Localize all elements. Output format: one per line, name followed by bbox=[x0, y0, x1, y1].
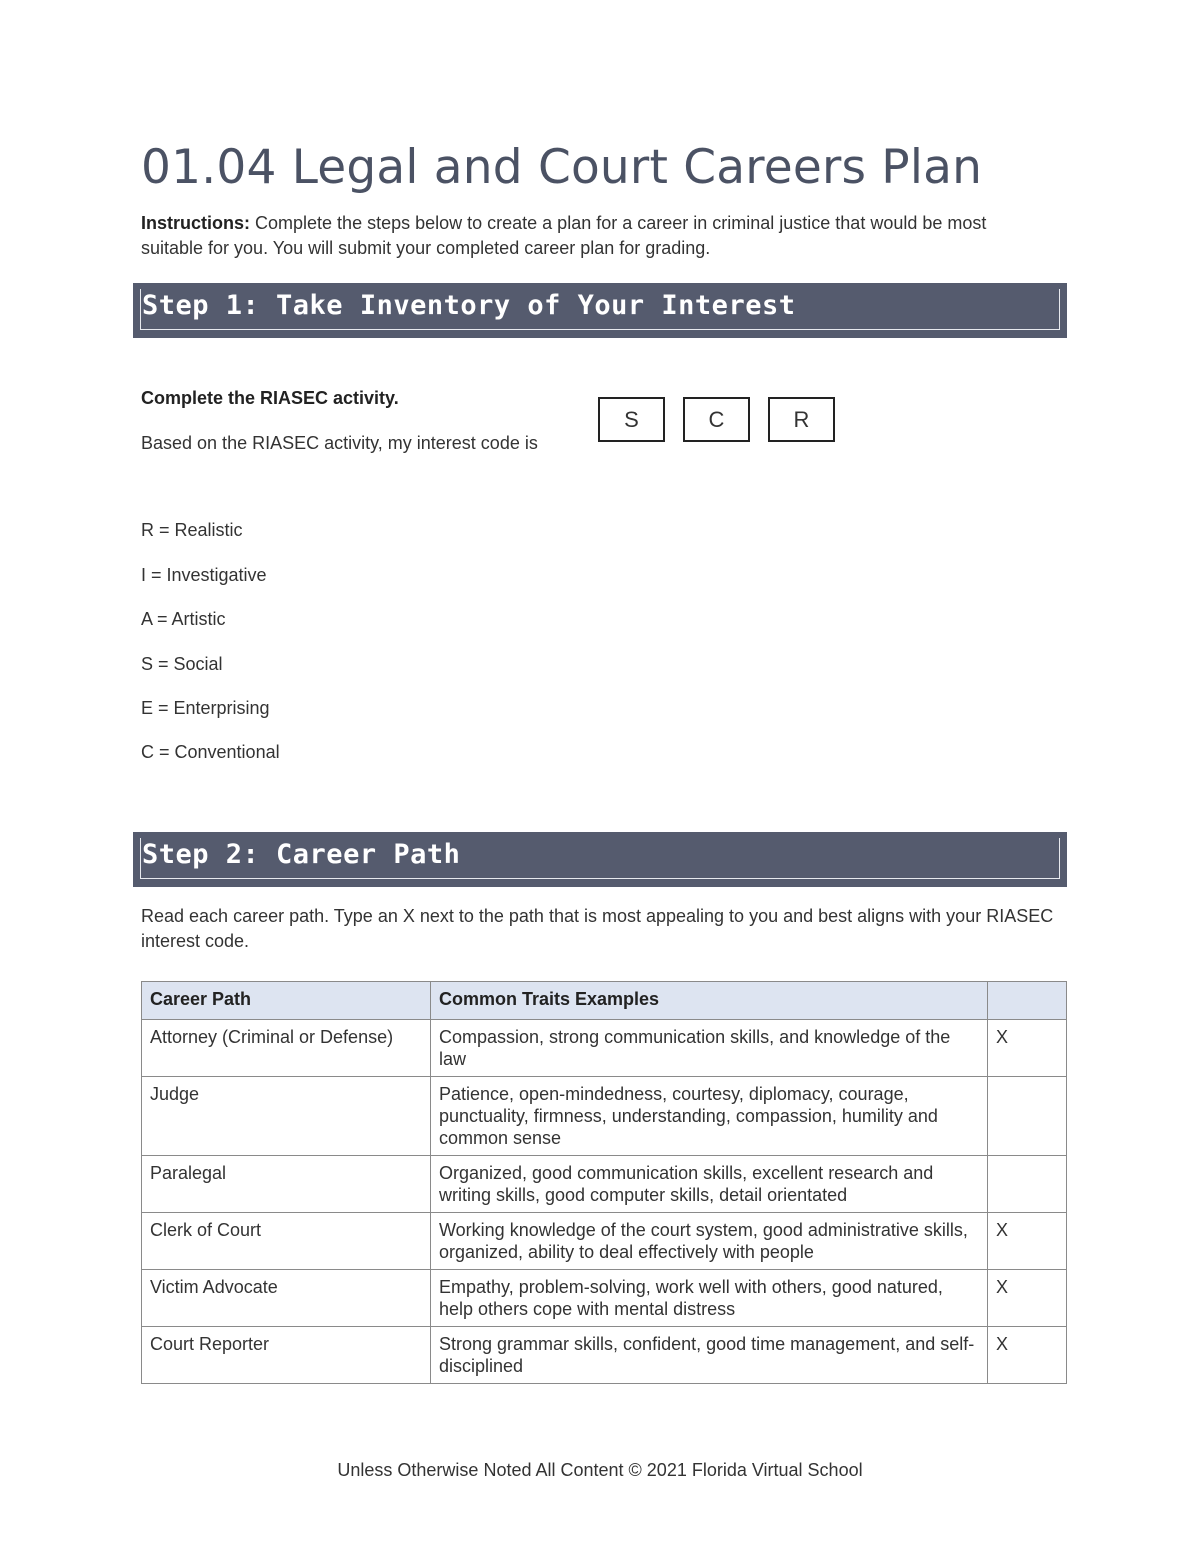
table-row bbox=[142, 1213, 1067, 1270]
career-path-table bbox=[141, 981, 1067, 1384]
career-path-cell: Victim Advocate bbox=[142, 1270, 431, 1327]
table-row bbox=[142, 1156, 1067, 1213]
table-row bbox=[142, 1270, 1067, 1327]
copyright-footer: Unless Otherwise Noted All Content © 2021 Florida Virtual School bbox=[337, 1460, 863, 1480]
interest-code-box-1[interactable]: S bbox=[598, 397, 665, 442]
interest-code-prompt: Based on the RIASEC activity, my interest code is bbox=[141, 433, 538, 453]
legend-artistic: A = Artistic bbox=[141, 609, 226, 629]
selection-cell[interactable]: X bbox=[988, 1020, 1067, 1077]
selection-cell[interactable]: X bbox=[988, 1270, 1067, 1327]
interest-code-box-3[interactable]: R bbox=[768, 397, 835, 442]
career-path-cell: Clerk of Court bbox=[142, 1213, 431, 1270]
legend-investigative: I = Investigative bbox=[141, 565, 267, 585]
header-career-path: Career Path bbox=[142, 982, 431, 1020]
riasec-activity-label: Complete the RIASEC activity. bbox=[141, 388, 399, 408]
table-row bbox=[142, 1020, 1067, 1077]
step2-heading: Step 2: Career Path bbox=[142, 839, 461, 870]
career-path-intro: Read each career path. Type an X next to the path that is most appealing to you and best aligns with your RIASEC interest code. bbox=[141, 906, 1054, 951]
traits-cell: Patience, open-mindedness, courtesy, diplomacy, courage, punctuality, firmness, understanding, compassion, humility and common sense bbox=[431, 1077, 988, 1156]
selection-cell[interactable] bbox=[988, 1077, 1067, 1156]
selection-cell[interactable]: X bbox=[988, 1213, 1067, 1270]
career-path-cell: Court Reporter bbox=[142, 1327, 431, 1384]
legend-social: S = Social bbox=[141, 654, 223, 674]
traits-cell: Organized, good communication skills, excellent research and writing skills, good computer skills, detail orientated bbox=[431, 1156, 988, 1213]
header-common-traits: Common Traits Examples bbox=[431, 982, 988, 1020]
instructions-label: Instructions: bbox=[141, 213, 251, 233]
legend-realistic: R = Realistic bbox=[141, 520, 243, 540]
table-row bbox=[142, 1327, 1067, 1384]
legend-enterprising: E = Enterprising bbox=[141, 698, 270, 718]
career-path-cell: Paralegal bbox=[142, 1156, 431, 1213]
header-selection bbox=[988, 982, 1067, 1020]
instructions-text: Complete the steps below to create a plan for a career in criminal justice that would be most suitable for you. You will submit your completed career plan for grading. bbox=[141, 213, 987, 258]
selection-cell[interactable]: X bbox=[988, 1327, 1067, 1384]
career-path-cell: Judge bbox=[142, 1077, 431, 1156]
traits-cell: Strong grammar skills, confident, good time management, and self-disciplined bbox=[431, 1327, 988, 1384]
legend-conventional: C = Conventional bbox=[141, 742, 280, 762]
table-row bbox=[142, 1077, 1067, 1156]
selection-cell[interactable] bbox=[988, 1156, 1067, 1213]
traits-cell: Compassion, strong communication skills, and knowledge of the law bbox=[431, 1020, 988, 1077]
step2-heading-bar bbox=[133, 832, 1067, 887]
interest-code-box-2[interactable]: C bbox=[683, 397, 750, 442]
traits-cell: Working knowledge of the court system, good administrative skills, organized, ability to deal effectively with people bbox=[431, 1213, 988, 1270]
career-path-cell: Attorney (Criminal or Defense) bbox=[142, 1020, 431, 1077]
page-title: 01.04 Legal and Court Careers Plan bbox=[141, 140, 983, 195]
step1-heading-bar bbox=[133, 283, 1067, 338]
traits-cell: Empathy, problem-solving, work well with others, good natured, help others cope with mental distress bbox=[431, 1270, 988, 1327]
step1-heading: Step 1: Take Inventory of Your Interest bbox=[142, 290, 796, 321]
table-header-row bbox=[142, 982, 1067, 1020]
instructions bbox=[141, 211, 1041, 261]
